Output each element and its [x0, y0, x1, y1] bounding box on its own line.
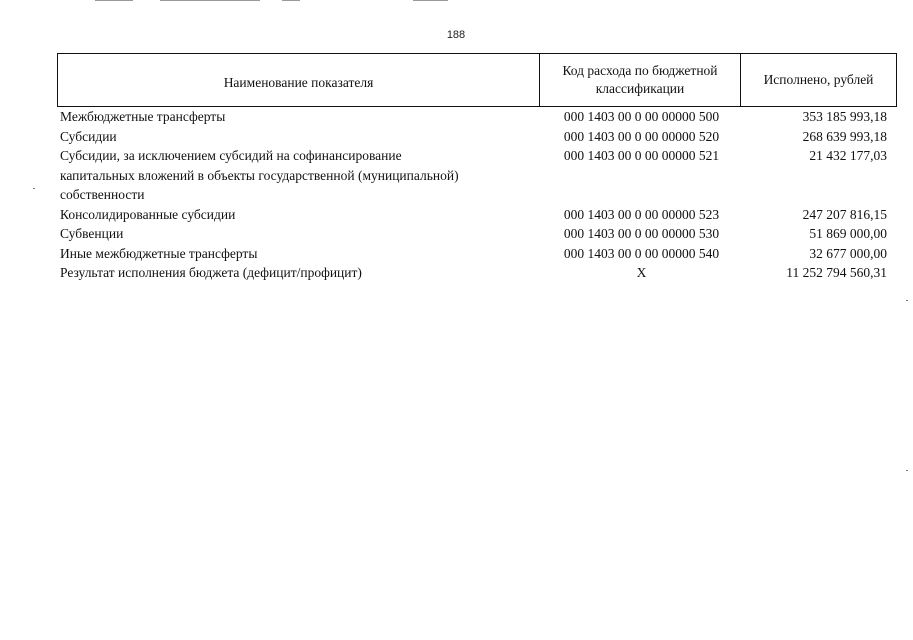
header-indicator-name: Наименование показателя: [58, 54, 540, 106]
table-header: [57, 53, 897, 107]
scan-artifact: [413, 0, 448, 1]
row-name: Иные межбюджетные трансферты: [60, 245, 258, 261]
row-executed: 353 185 993,18: [802, 109, 887, 124]
row-name: Консолидированные субсидии: [60, 206, 236, 222]
row-code: 000 1403 00 0 00 00000 523: [563, 206, 720, 222]
row-code: 000 1403 00 0 00 00000 521: [563, 148, 720, 163]
row-name: Результат исполнения бюджета (дефицит/профицит): [60, 265, 362, 280]
scan-speck: [33, 188, 35, 189]
scan-artifact: [95, 0, 133, 1]
row-name: Субвенции: [60, 226, 124, 241]
row-code: 000 1403 00 0 00 00000 540: [563, 245, 720, 261]
table-row: [57, 224, 897, 244]
budget-table: [57, 53, 897, 283]
row-executed: 32 677 000,00: [809, 245, 887, 261]
row-code: X: [636, 265, 647, 280]
row-executed: 51 869 000,00: [809, 226, 887, 241]
row-name: Субсидии: [60, 128, 117, 144]
table-row: [57, 107, 897, 127]
header-executed: Исполнено, рублей: [763, 72, 874, 87]
page-number: 188: [446, 29, 466, 41]
scan-speck: [906, 300, 908, 301]
table-row: [57, 244, 897, 264]
table-row: [57, 127, 897, 147]
row-executed: 11 252 794 560,31: [786, 265, 887, 280]
table-row: [57, 146, 897, 205]
header-expense-code: Код расхода по бюджетной классификации: [540, 54, 741, 106]
scan-speck: [906, 470, 908, 471]
row-executed: 268 639 993,18: [802, 128, 887, 144]
row-name: Межбюджетные трансферты: [60, 109, 226, 124]
scan-artifact: [160, 0, 260, 1]
table-row: [57, 205, 897, 225]
row-code: 000 1403 00 0 00 00000 530: [563, 226, 720, 241]
row-code: 000 1403 00 0 00 00000 520: [563, 128, 720, 144]
table-row: [57, 263, 897, 283]
row-executed: 247 207 816,15: [802, 206, 887, 222]
row-name: Субсидии, за исключением субсидий на софинансирование капитальных вложений в объекты государственной (муниципальной) собственности: [60, 148, 459, 202]
table-body: [57, 107, 897, 283]
scan-artifact: [282, 0, 300, 1]
row-code: 000 1403 00 0 00 00000 500: [563, 109, 720, 124]
row-executed: 21 432 177,03: [809, 148, 887, 163]
